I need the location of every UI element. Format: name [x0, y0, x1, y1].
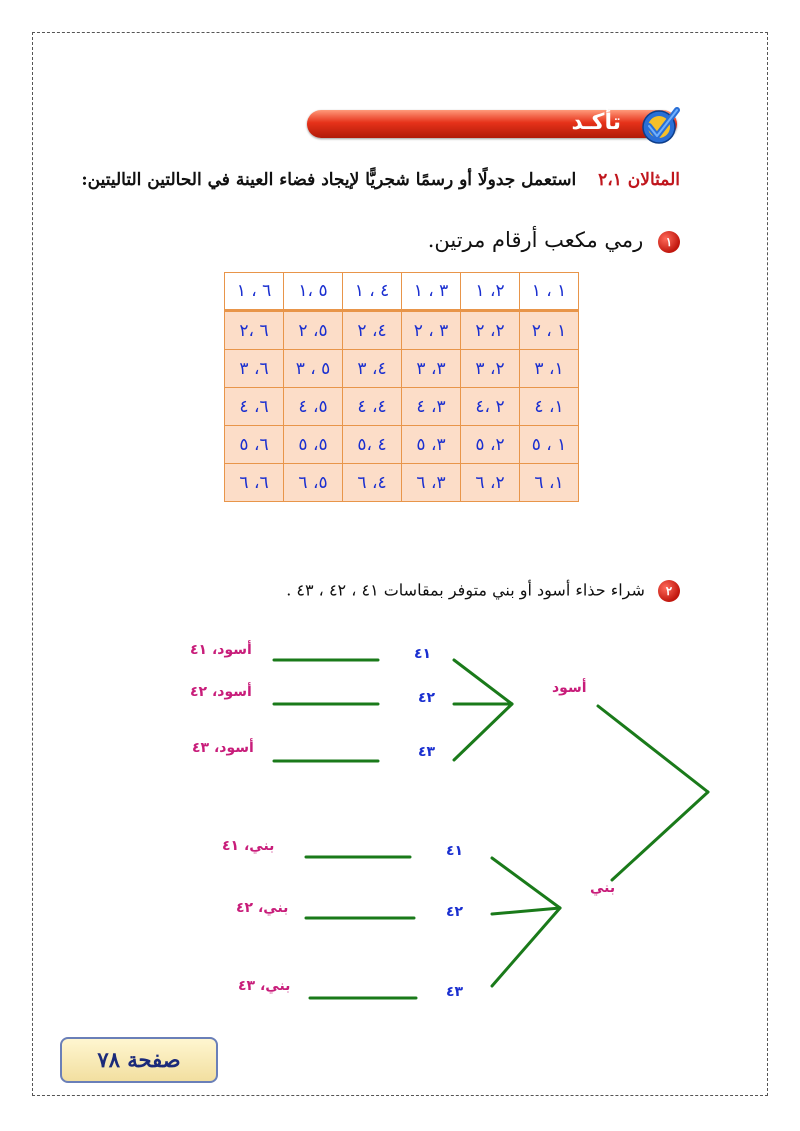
page-number: صفحة ٧٨	[60, 1037, 218, 1083]
tree-branch-black-41	[454, 660, 512, 704]
question-1-text: رمي مكعب أرقام مرتين.	[427, 228, 644, 252]
table-cell: ١، ٤	[520, 388, 579, 426]
table-cell: ٣، ٦	[402, 464, 461, 502]
table-cell: ٦، ٣	[225, 350, 284, 388]
example-reference: المثالان ٢،١	[598, 170, 680, 190]
table-cell: ٥، ٦	[284, 464, 343, 502]
table-cell: ١ ، ٢	[520, 311, 579, 350]
table-cell: ١، ٦	[520, 464, 579, 502]
table-cell: ٥، ٢	[284, 311, 343, 350]
outcome-brown-42: بني، ٤٢	[236, 900, 289, 916]
outcome-black-41: أسود، ٤١	[190, 642, 252, 658]
tree-branch-brown-43	[492, 908, 560, 986]
table-cell: ٢، ٢	[461, 311, 520, 350]
table-cell: ٦، ٦	[225, 464, 284, 502]
table-cell: ٥، ٤	[284, 388, 343, 426]
table-cell: ٦، ٥	[225, 426, 284, 464]
table-cell: ٤ ،٥	[343, 426, 402, 464]
table-cell: ٣ ، ١	[402, 273, 461, 311]
tree-branch-brown-41	[492, 858, 560, 908]
table-cell: ٣ ، ٢	[402, 311, 461, 350]
tree-node-black: أسود	[552, 680, 587, 696]
question-number-badge: ١	[658, 231, 680, 253]
table-cell: ٦ ، ١	[225, 273, 284, 311]
table-cell: ٤، ٣	[343, 350, 402, 388]
question-2-text: شراء حذاء أسود أو بني متوفر بمقاسات ٤١ ، ٤٢ ، ٤٣ .	[286, 580, 645, 600]
table-cell: ٤ ، ١	[343, 273, 402, 311]
tree-branch-black-43	[454, 704, 512, 760]
table-cell: ٥ ، ٣	[284, 350, 343, 388]
table-cell: ٢، ٥	[461, 426, 520, 464]
table-cell: ٣، ٣	[402, 350, 461, 388]
example-text: استعمل جدولًا أو رسمًا شجريًّا لإيجاد فضاء العينة في الحالتين التاليتين:	[81, 170, 577, 190]
table-cell: ٢، ٦	[461, 464, 520, 502]
size-label-black-43: ٤٣	[418, 744, 436, 760]
table-cell: ٤، ٢	[343, 311, 402, 350]
table-cell: ٢، ٣	[461, 350, 520, 388]
size-label-black-41: ٤١	[414, 646, 432, 662]
question-number-badge: ٢	[658, 580, 680, 602]
size-label-brown-41: ٤١	[446, 843, 464, 859]
table-cell: ١ ، ٥	[520, 426, 579, 464]
table-cell: ٣، ٥	[402, 426, 461, 464]
table-cell: ٣، ٤	[402, 388, 461, 426]
table-cell: ١، ٣	[520, 350, 579, 388]
banner-title: تأكـد	[571, 110, 621, 135]
tree-node-brown: بني	[590, 880, 616, 896]
tree-branch-brown-42	[492, 908, 560, 914]
size-label-brown-42: ٤٢	[446, 904, 464, 920]
table-cell: ٤، ٦	[343, 464, 402, 502]
size-label-brown-43: ٤٣	[446, 984, 464, 1000]
outcome-black-43: أسود، ٤٣	[192, 740, 254, 756]
table-cell: ٦ ،٢	[225, 311, 284, 350]
outcome-black-42: أسود، ٤٢	[190, 684, 252, 700]
outcome-brown-43: بني، ٤٣	[238, 978, 291, 994]
size-label-black-42: ٤٢	[418, 690, 436, 706]
table-cell: ٢، ١	[461, 273, 520, 311]
table-cell: ٥، ٥	[284, 426, 343, 464]
table-cell: ٤، ٤	[343, 388, 402, 426]
tree-branch-brown	[612, 792, 708, 880]
outcome-brown-41: بني، ٤١	[222, 838, 275, 854]
table-cell: ٢ ،٤	[461, 388, 520, 426]
tree-branch-black	[598, 706, 708, 792]
table-cell: ٦، ٤	[225, 388, 284, 426]
table-cell: ٥ ،١	[284, 273, 343, 311]
table-cell: ١ ، ١	[520, 273, 579, 311]
